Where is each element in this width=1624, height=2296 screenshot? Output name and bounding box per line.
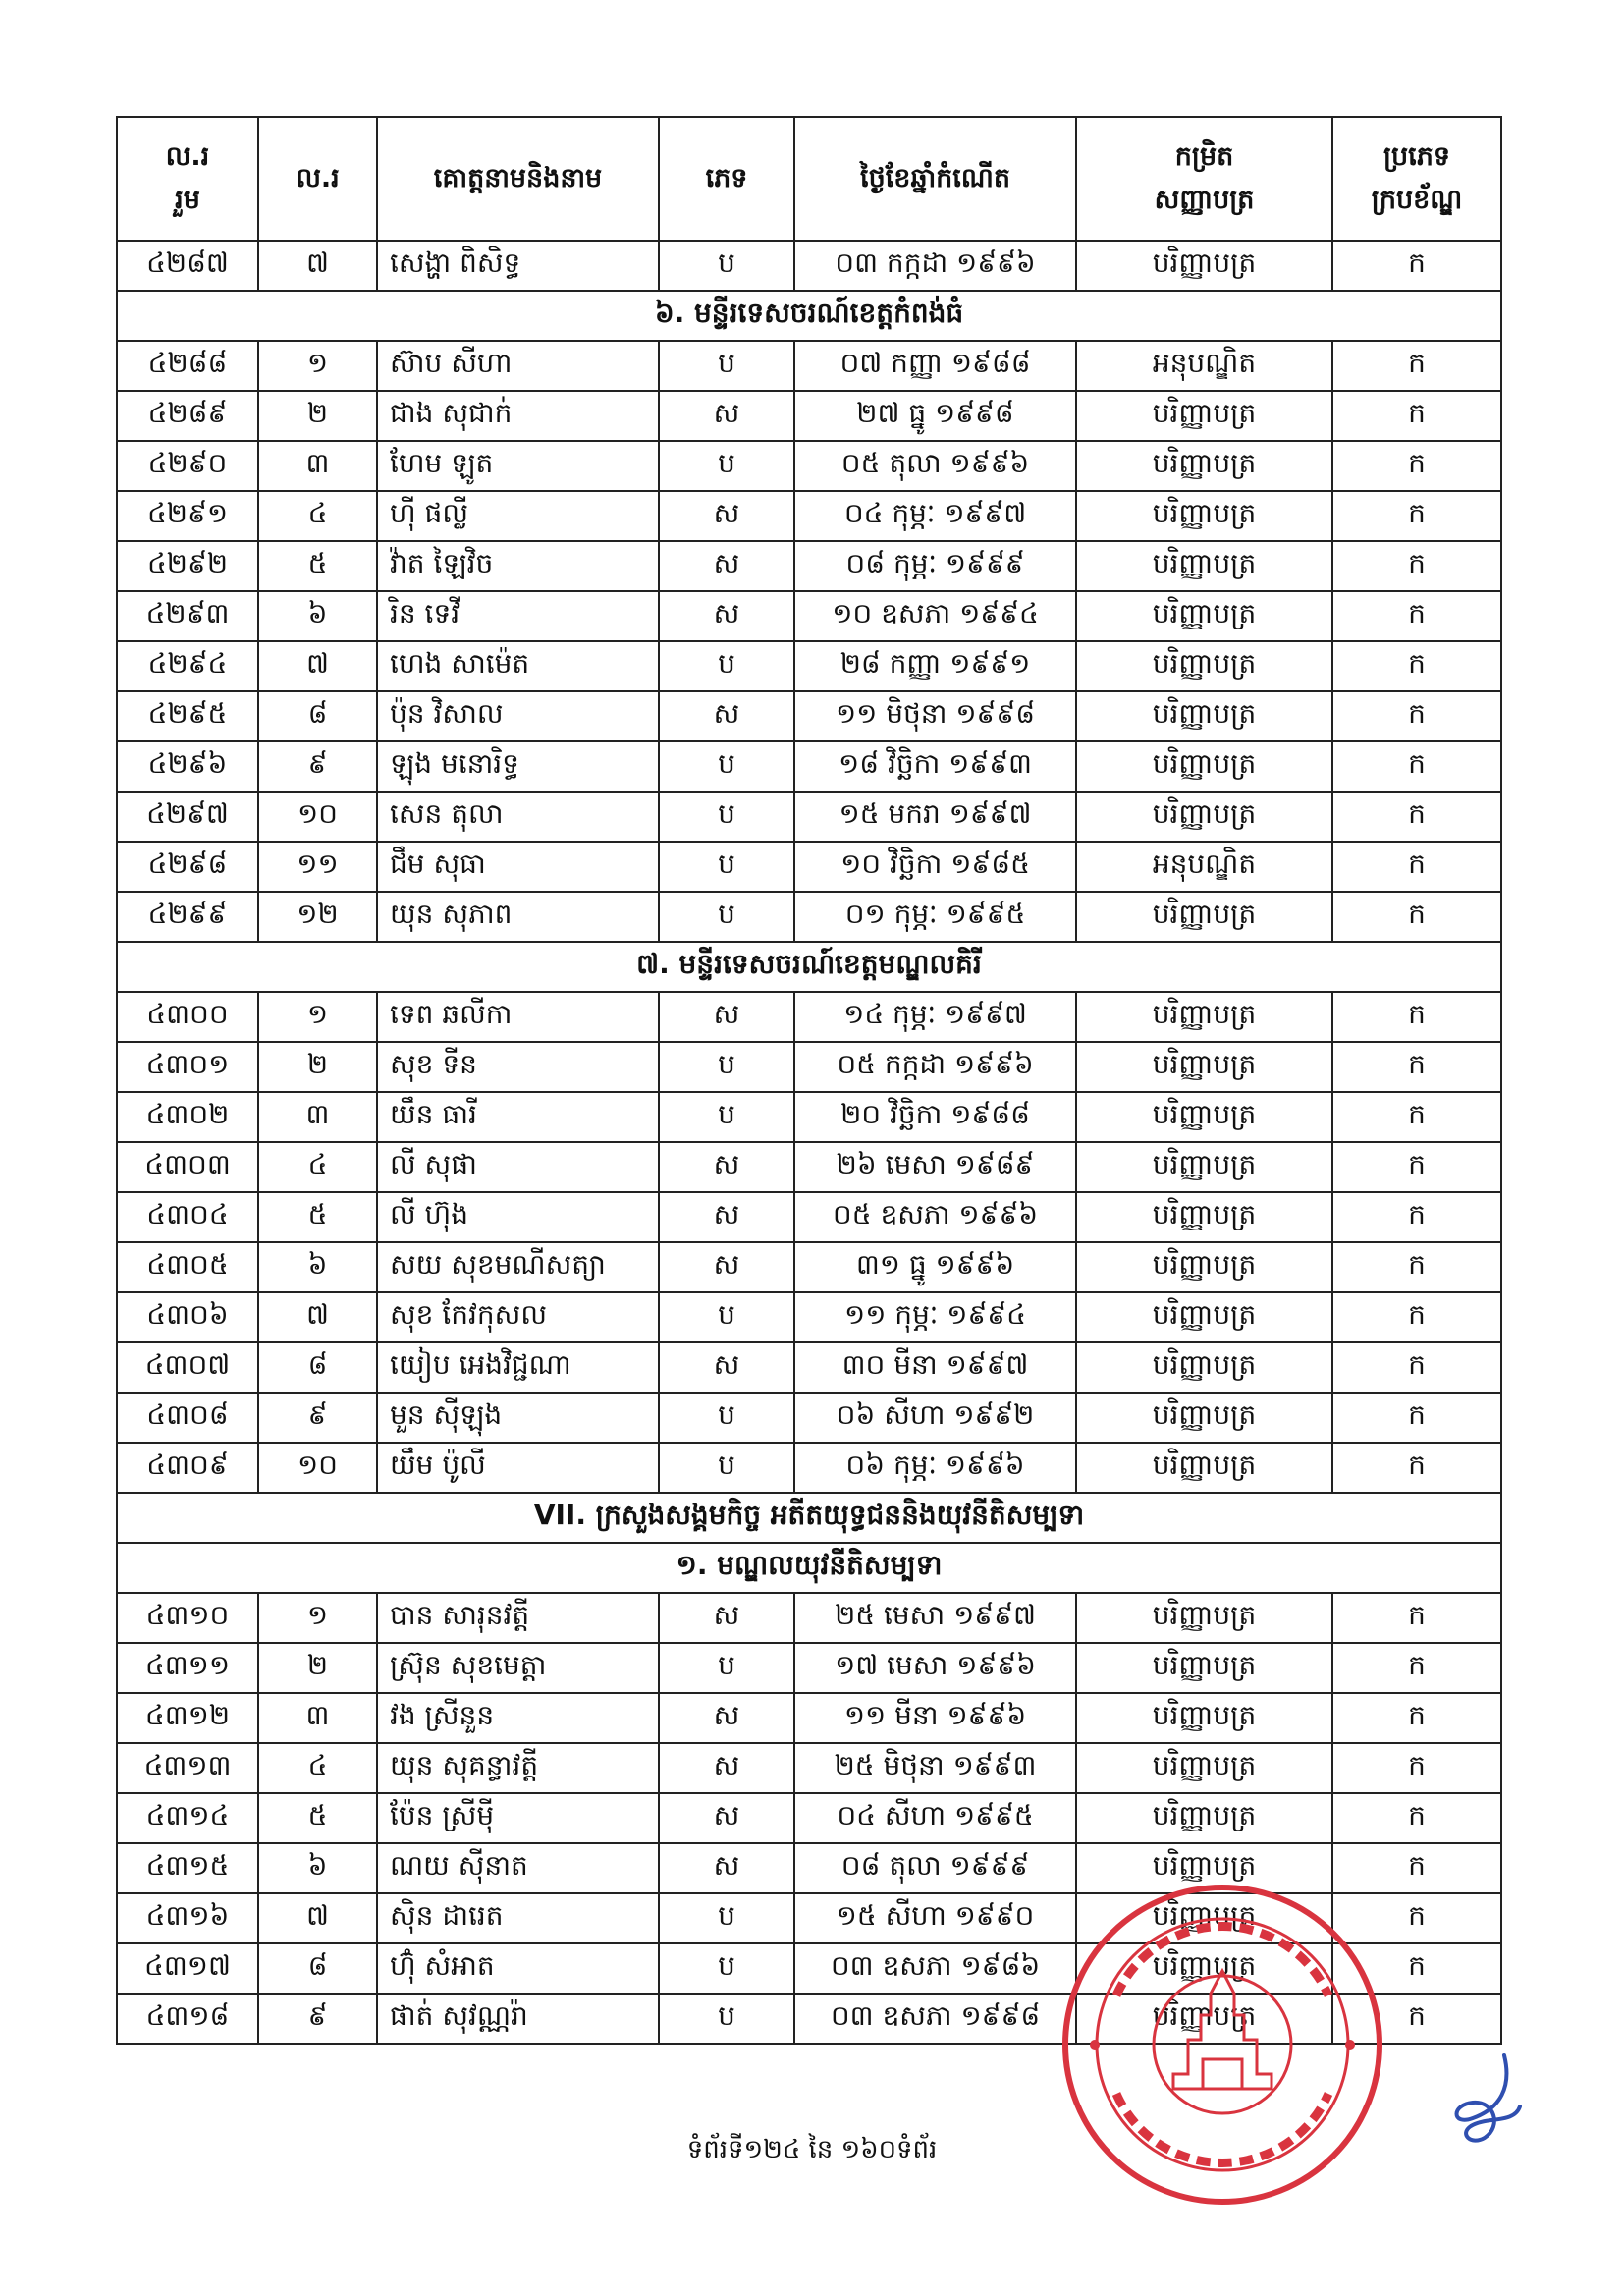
- cell-no: ៥: [258, 1192, 377, 1242]
- cell-total-no: ៤២៨៨: [117, 341, 258, 391]
- cell-no: ៣: [258, 441, 377, 491]
- cell-sex: ប: [659, 1943, 794, 1994]
- cell-date-of-birth: ១១ មិថុនា ១៩៩៨: [794, 691, 1076, 741]
- cell-framework-type: ក: [1332, 1342, 1501, 1393]
- cell-no: ៥: [258, 1793, 377, 1843]
- cell-sex: ស: [659, 1192, 794, 1242]
- table-row: [117, 491, 1501, 541]
- cell-full-name: ជឹម សុធា: [377, 842, 659, 892]
- header-framework-type: ប្រភេទ ក្របខ័ណ្ឌ: [1332, 117, 1501, 241]
- cell-no: ២: [258, 1643, 377, 1693]
- cell-degree-level: បរិញ្ញាបត្រ: [1076, 1342, 1332, 1393]
- cell-full-name: យៀប អេងវិជ្ជណា: [377, 1342, 659, 1393]
- cell-sex: ស: [659, 1242, 794, 1292]
- cell-total-no: ៤៣១៣: [117, 1743, 258, 1793]
- cell-total-no: ៤២៩៩: [117, 892, 258, 942]
- cell-degree-level: បរិញ្ញាបត្រ: [1076, 1042, 1332, 1092]
- table-row: [117, 391, 1501, 441]
- cell-degree-level: បរិញ្ញាបត្រ: [1076, 391, 1332, 441]
- cell-date-of-birth: ០៣ ឧសភា ១៩៨៦: [794, 1943, 1076, 1994]
- cell-date-of-birth: ២៥ មិថុនា ១៩៩៣: [794, 1743, 1076, 1793]
- table-row: [117, 641, 1501, 691]
- cell-full-name: ស៊ាប សីហា: [377, 341, 659, 391]
- cell-degree-level: បរិញ្ញាបត្រ: [1076, 1693, 1332, 1743]
- cell-full-name: យឹន ធារី: [377, 1092, 659, 1142]
- cell-total-no: ៤៣០៩: [117, 1443, 258, 1493]
- cell-no: ៩: [258, 1994, 377, 2044]
- section-title: ១. មណ្ឌលយុវនីតិសម្បទា: [117, 1543, 1501, 1593]
- cell-framework-type: ក: [1332, 1443, 1501, 1493]
- section-header-row: [117, 291, 1501, 341]
- cell-sex: ប: [659, 1292, 794, 1342]
- cell-sex: ស: [659, 1843, 794, 1893]
- cell-date-of-birth: ១៧ មេសា ១៩៩៦: [794, 1643, 1076, 1693]
- header-degree-level: កម្រិត សញ្ញាបត្រ: [1076, 117, 1332, 241]
- cell-no: ៧: [258, 1292, 377, 1342]
- cell-date-of-birth: ១៥ សីហា ១៩៩០: [794, 1893, 1076, 1943]
- cell-full-name: យុន សុគន្ធាវត្តី: [377, 1743, 659, 1793]
- cell-total-no: ៤៣០៧: [117, 1342, 258, 1393]
- cell-framework-type: ក: [1332, 1793, 1501, 1843]
- cell-degree-level: បរិញ្ញាបត្រ: [1076, 1142, 1332, 1192]
- cell-framework-type: ក: [1332, 491, 1501, 541]
- table-row: [117, 541, 1501, 591]
- cell-sex: ស: [659, 1743, 794, 1793]
- table-body: [117, 241, 1501, 2044]
- cell-sex: ស: [659, 491, 794, 541]
- cell-sex: ស: [659, 1142, 794, 1192]
- cell-full-name: យុន សុភាព: [377, 892, 659, 942]
- cell-sex: ប: [659, 1643, 794, 1693]
- cell-sex: ប: [659, 341, 794, 391]
- cell-total-no: ៤៣១៨: [117, 1994, 258, 2044]
- cell-date-of-birth: ២៥ មេសា ១៩៩៧: [794, 1593, 1076, 1643]
- cell-full-name: លី សុផា: [377, 1142, 659, 1192]
- cell-total-no: ៤៣១៧: [117, 1943, 258, 1994]
- cell-degree-level: បរិញ្ញាបត្រ: [1076, 541, 1332, 591]
- cell-degree-level: បរិញ្ញាបត្រ: [1076, 741, 1332, 792]
- cell-framework-type: ក: [1332, 1693, 1501, 1743]
- cell-date-of-birth: ០៥ កក្កដា ១៩៩៦: [794, 1042, 1076, 1092]
- cell-total-no: ៤២៩៤: [117, 641, 258, 691]
- cell-sex: ប: [659, 842, 794, 892]
- cell-full-name: ណយ ស៊ីនាត: [377, 1843, 659, 1893]
- cell-no: ៦: [258, 1242, 377, 1292]
- cell-total-no: ៤២៩៦: [117, 741, 258, 792]
- cell-full-name: ហ៊ុំ សំអាត: [377, 1943, 659, 1994]
- cell-date-of-birth: ២៨ កញ្ញា ១៩៩១: [794, 641, 1076, 691]
- cell-date-of-birth: ២៧ ធ្នូ ១៩៩៨: [794, 391, 1076, 441]
- cell-degree-level: បរិញ្ញាបត្រ: [1076, 1192, 1332, 1242]
- cell-degree-level: បរិញ្ញាបត្រ: [1076, 1893, 1332, 1943]
- cell-total-no: ៤២៨៩: [117, 391, 258, 441]
- cell-sex: ស: [659, 1593, 794, 1643]
- cell-date-of-birth: ១៤ កុម្ភៈ ១៩៩៧: [794, 992, 1076, 1042]
- cell-total-no: ៤៣១៥: [117, 1843, 258, 1893]
- table-row: [117, 1342, 1501, 1393]
- cell-date-of-birth: ១០ ឧសភា ១៩៩៤: [794, 591, 1076, 641]
- cell-no: ២: [258, 391, 377, 441]
- cell-sex: ស: [659, 391, 794, 441]
- cell-sex: ប: [659, 441, 794, 491]
- cell-framework-type: ក: [1332, 1142, 1501, 1192]
- cell-sex: ស: [659, 1793, 794, 1843]
- cell-total-no: ៤៣០៣: [117, 1142, 258, 1192]
- cell-no: ៨: [258, 1342, 377, 1393]
- cell-framework-type: ក: [1332, 1893, 1501, 1943]
- cell-degree-level: បរិញ្ញាបត្រ: [1076, 1843, 1332, 1893]
- cell-no: ៩: [258, 1393, 377, 1443]
- table-row: [117, 1192, 1501, 1242]
- cell-full-name: ទេព ឆលីកា: [377, 992, 659, 1042]
- table-row: [117, 1142, 1501, 1192]
- cell-degree-level: បរិញ្ញាបត្រ: [1076, 441, 1332, 491]
- cell-degree-level: បរិញ្ញាបត្រ: [1076, 1593, 1332, 1643]
- cell-no: ១១: [258, 842, 377, 892]
- cell-framework-type: ក: [1332, 741, 1501, 792]
- table-row: [117, 1643, 1501, 1693]
- cell-no: ១: [258, 1593, 377, 1643]
- header-full-name: គោត្តនាមនិងនាម: [377, 117, 659, 241]
- cell-framework-type: ក: [1332, 1042, 1501, 1092]
- cell-degree-level: បរិញ្ញាបត្រ: [1076, 1793, 1332, 1843]
- cell-framework-type: ក: [1332, 641, 1501, 691]
- cell-degree-level: បរិញ្ញាបត្រ: [1076, 641, 1332, 691]
- cell-date-of-birth: ១០ វិច្ឆិកា ១៩៨៥: [794, 842, 1076, 892]
- cell-full-name: ប៉ុន វិសាល: [377, 691, 659, 741]
- cell-sex: ប: [659, 1994, 794, 2044]
- section-header-row: [117, 942, 1501, 992]
- cell-framework-type: ក: [1332, 1242, 1501, 1292]
- table-row: [117, 1042, 1501, 1092]
- cell-degree-level: បរិញ្ញាបត្រ: [1076, 992, 1332, 1042]
- cell-date-of-birth: ០៤ កុម្ភៈ ១៩៩៧: [794, 491, 1076, 541]
- section-title: ៦. មន្ទីរទេសចរណ៍ខេត្តកំពង់ធំ: [117, 291, 1501, 341]
- cell-total-no: ៤២៩៣: [117, 591, 258, 641]
- cell-no: ៧: [258, 641, 377, 691]
- cell-degree-level: បរិញ្ញាបត្រ: [1076, 1994, 1332, 2044]
- cell-degree-level: បរិញ្ញាបត្រ: [1076, 1443, 1332, 1493]
- table-row: [117, 792, 1501, 842]
- cell-date-of-birth: ១១ កុម្ភៈ ១៩៩៤: [794, 1292, 1076, 1342]
- cell-full-name: ស្រ៊ុន សុខមេត្តា: [377, 1643, 659, 1693]
- table-row: [117, 591, 1501, 641]
- cell-date-of-birth: ៣០ មីនា ១៩៩៧: [794, 1342, 1076, 1393]
- cell-framework-type: ក: [1332, 1393, 1501, 1443]
- header-no: ល.រ: [258, 117, 377, 241]
- cell-total-no: ៤២៩១: [117, 491, 258, 541]
- cell-sex: ប: [659, 1042, 794, 1092]
- cell-full-name: ជាង សុជាក់: [377, 391, 659, 441]
- cell-sex: ប: [659, 1443, 794, 1493]
- cell-full-name: សេន តុលា: [377, 792, 659, 842]
- cell-framework-type: ក: [1332, 1292, 1501, 1342]
- cell-total-no: ៤២៩៧: [117, 792, 258, 842]
- table-row: [117, 441, 1501, 491]
- cell-date-of-birth: ០៣ កក្កដា ១៩៩៦: [794, 241, 1076, 291]
- cell-framework-type: ក: [1332, 1994, 1501, 2044]
- cell-degree-level: បរិញ្ញាបត្រ: [1076, 1943, 1332, 1994]
- cell-degree-level: បរិញ្ញាបត្រ: [1076, 892, 1332, 942]
- cell-framework-type: ក: [1332, 1943, 1501, 1994]
- cell-degree-level: អនុបណ្ឌិត: [1076, 842, 1332, 892]
- cell-framework-type: ក: [1332, 591, 1501, 641]
- cell-date-of-birth: ០១ កុម្ភៈ ១៩៩៥: [794, 892, 1076, 942]
- header-sex: ភេទ: [659, 117, 794, 241]
- cell-date-of-birth: ២០ វិច្ឆិកា ១៩៨៨: [794, 1092, 1076, 1142]
- cell-no: ៩: [258, 741, 377, 792]
- cell-sex: ស: [659, 1693, 794, 1743]
- cell-sex: ប: [659, 641, 794, 691]
- cell-no: ១០: [258, 1443, 377, 1493]
- cell-total-no: ៤២៩២: [117, 541, 258, 591]
- cell-no: ៤: [258, 1743, 377, 1793]
- cell-full-name: ហែម ឡូត: [377, 441, 659, 491]
- cell-framework-type: ក: [1332, 441, 1501, 491]
- cell-no: ៤: [258, 1142, 377, 1192]
- cell-degree-level: បរិញ្ញាបត្រ: [1076, 1393, 1332, 1443]
- cell-date-of-birth: ០៧ កញ្ញា ១៩៨៨: [794, 341, 1076, 391]
- table-row: [117, 1743, 1501, 1793]
- cell-full-name: ស៊ិន ដារេត: [377, 1893, 659, 1943]
- cell-date-of-birth: ៣១ ធ្នូ ១៩៩៦: [794, 1242, 1076, 1292]
- cell-degree-level: អនុបណ្ឌិត: [1076, 341, 1332, 391]
- cell-framework-type: ក: [1332, 842, 1501, 892]
- cell-no: ៦: [258, 591, 377, 641]
- cell-full-name: ហេង សាម៉េត: [377, 641, 659, 691]
- cell-no: ៣: [258, 1693, 377, 1743]
- cell-framework-type: ក: [1332, 992, 1501, 1042]
- cell-full-name: វង ស្រីនួន: [377, 1693, 659, 1743]
- cell-full-name: មួន ស៊ីឡុង: [377, 1393, 659, 1443]
- section-header-row: [117, 1493, 1501, 1543]
- cell-no: ៧: [258, 241, 377, 291]
- cell-total-no: ៤៣០១: [117, 1042, 258, 1092]
- table-row: [117, 1693, 1501, 1743]
- cell-framework-type: ក: [1332, 1092, 1501, 1142]
- cell-total-no: ៤៣០៨: [117, 1393, 258, 1443]
- cell-total-no: ៤៣០៤: [117, 1192, 258, 1242]
- cell-full-name: វ៉ាត ឡៃវិច: [377, 541, 659, 591]
- table-row: [117, 341, 1501, 391]
- cell-date-of-birth: ១១ មីនា ១៩៩៦: [794, 1693, 1076, 1743]
- cell-framework-type: ក: [1332, 1192, 1501, 1242]
- cell-date-of-birth: ០៨ កុម្ភៈ ១៩៩៩: [794, 541, 1076, 591]
- cell-sex: ប: [659, 892, 794, 942]
- cell-degree-level: បរិញ្ញាបត្រ: [1076, 591, 1332, 641]
- cell-sex: ស: [659, 541, 794, 591]
- cell-date-of-birth: ០៦ កុម្ភៈ ១៩៩៦: [794, 1443, 1076, 1493]
- cell-no: ១០: [258, 792, 377, 842]
- cell-degree-level: បរិញ្ញាបត្រ: [1076, 1743, 1332, 1793]
- cell-full-name: ផាត់ សុវណ្ណរ៉ា: [377, 1994, 659, 2044]
- cell-no: ២: [258, 1042, 377, 1092]
- cell-full-name: រិន ទេវី: [377, 591, 659, 641]
- cell-full-name: យឹម ប៉ូលី: [377, 1443, 659, 1493]
- section-title: ៧. មន្ទីរទេសចរណ៍ខេត្តមណ្ឌលគិរី: [117, 942, 1501, 992]
- cell-full-name: សុខ ទីន: [377, 1042, 659, 1092]
- cell-total-no: ៤២៩៥: [117, 691, 258, 741]
- cell-total-no: ៤៣១៦: [117, 1893, 258, 1943]
- cell-degree-level: បរិញ្ញាបត្រ: [1076, 1643, 1332, 1693]
- table-row: [117, 892, 1501, 942]
- table-row: [117, 992, 1501, 1042]
- cell-framework-type: ក: [1332, 691, 1501, 741]
- cell-framework-type: ក: [1332, 892, 1501, 942]
- cell-no: ៨: [258, 691, 377, 741]
- cell-no: ១: [258, 992, 377, 1042]
- cell-full-name: សយ សុខមណីសត្យា: [377, 1242, 659, 1292]
- cell-total-no: ៤៣០០: [117, 992, 258, 1042]
- table-row: [117, 1242, 1501, 1292]
- cell-framework-type: ក: [1332, 341, 1501, 391]
- cell-total-no: ៤៣១០: [117, 1593, 258, 1643]
- cell-degree-level: បរិញ្ញាបត្រ: [1076, 241, 1332, 291]
- cell-sex: ស: [659, 992, 794, 1042]
- cell-framework-type: ក: [1332, 391, 1501, 441]
- cell-sex: ប: [659, 1893, 794, 1943]
- cell-full-name: ហ៊ី ផល្លី: [377, 491, 659, 541]
- table-row: [117, 691, 1501, 741]
- cell-total-no: ៤៣០២: [117, 1092, 258, 1142]
- cell-no: ៣: [258, 1092, 377, 1142]
- cell-total-no: ៤៣១២: [117, 1693, 258, 1743]
- cell-framework-type: ក: [1332, 541, 1501, 591]
- cell-sex: ប: [659, 792, 794, 842]
- section-title: VII. ក្រសួងសង្គមកិច្ច អតីតយុទ្ធជននិងយុវនីតិសម្បទា: [117, 1493, 1501, 1543]
- cell-no: ៦: [258, 1843, 377, 1893]
- cell-date-of-birth: ២៦ មេសា ១៩៨៩: [794, 1142, 1076, 1192]
- table-header-row: [117, 117, 1501, 241]
- cell-degree-level: បរិញ្ញាបត្រ: [1076, 691, 1332, 741]
- cell-total-no: ៤២៩០: [117, 441, 258, 491]
- cell-framework-type: ក: [1332, 241, 1501, 291]
- cell-framework-type: ក: [1332, 1843, 1501, 1893]
- header-date-of-birth: ថ្ងៃខែឆ្នាំកំណើត: [794, 117, 1076, 241]
- cell-date-of-birth: ០៥ តុលា ១៩៩៦: [794, 441, 1076, 491]
- cell-total-no: ៤៣០៥: [117, 1242, 258, 1292]
- cell-full-name: ឡុង មនោរិទ្ធ: [377, 741, 659, 792]
- cell-date-of-birth: ០៥ ឧសភា ១៩៩៦: [794, 1192, 1076, 1242]
- cell-date-of-birth: ០៦ សីហា ១៩៩២: [794, 1393, 1076, 1443]
- cell-total-no: ៤៣១៤: [117, 1793, 258, 1843]
- cell-degree-level: បរិញ្ញាបត្រ: [1076, 491, 1332, 541]
- personnel-table: [116, 116, 1502, 2045]
- cell-sex: ស: [659, 1342, 794, 1393]
- cell-no: ៥: [258, 541, 377, 591]
- table-row: [117, 1292, 1501, 1342]
- cell-sex: ប: [659, 1092, 794, 1142]
- cell-degree-level: បរិញ្ញាបត្រ: [1076, 792, 1332, 842]
- cell-date-of-birth: ១៨ វិច្ឆិកា ១៩៩៣: [794, 741, 1076, 792]
- cell-framework-type: ក: [1332, 792, 1501, 842]
- cell-framework-type: ក: [1332, 1643, 1501, 1693]
- cell-sex: ប: [659, 741, 794, 792]
- cell-date-of-birth: ០៨ តុលា ១៩៩៩: [794, 1843, 1076, 1893]
- table-row: [117, 1393, 1501, 1443]
- cell-sex: ស: [659, 591, 794, 641]
- cell-sex: ប: [659, 241, 794, 291]
- cell-sex: ស: [659, 691, 794, 741]
- cell-full-name: លី ហ៊ុង: [377, 1192, 659, 1242]
- table-row: [117, 1593, 1501, 1643]
- table-row: [117, 1443, 1501, 1493]
- cell-framework-type: ក: [1332, 1743, 1501, 1793]
- cell-date-of-birth: ០៣ ឧសភា ១៩៩៨: [794, 1994, 1076, 2044]
- table-row: [117, 741, 1501, 792]
- section-header-row: [117, 1543, 1501, 1593]
- cell-framework-type: ក: [1332, 1593, 1501, 1643]
- cell-degree-level: បរិញ្ញាបត្រ: [1076, 1092, 1332, 1142]
- cell-full-name: ប៉ែន ស្រីម៉ី: [377, 1793, 659, 1843]
- cell-degree-level: បរិញ្ញាបត្រ: [1076, 1242, 1332, 1292]
- cell-full-name: សុខ កែវកុសល: [377, 1292, 659, 1342]
- cell-no: ១២: [258, 892, 377, 942]
- cell-date-of-birth: ០៤ សីហា ១៩៩៥: [794, 1793, 1076, 1843]
- table-row: [117, 842, 1501, 892]
- cell-no: ៨: [258, 1943, 377, 1994]
- table-row: [117, 1092, 1501, 1142]
- cell-date-of-birth: ១៥ មករា ១៩៩៧: [794, 792, 1076, 842]
- cell-degree-level: បរិញ្ញាបត្រ: [1076, 1292, 1332, 1342]
- cell-full-name: បាន សារុនវត្តី: [377, 1593, 659, 1643]
- cell-no: ៧: [258, 1893, 377, 1943]
- page-footer: ទំព័រទី១២៤ នៃ ១៦០ទំព័រ: [686, 2135, 938, 2164]
- cell-full-name: សេង្ហា ពិសិទ្ធ: [377, 241, 659, 291]
- cell-total-no: ៤៣០៦: [117, 1292, 258, 1342]
- cell-total-no: ៤៣១១: [117, 1643, 258, 1693]
- cell-total-no: ៤២៩៨: [117, 842, 258, 892]
- cell-sex: ប: [659, 1393, 794, 1443]
- table-row: [117, 1793, 1501, 1843]
- header-total-no: ល.រ រួម: [117, 117, 258, 241]
- cell-total-no: ៤២៨៧: [117, 241, 258, 291]
- cell-no: ៤: [258, 491, 377, 541]
- cell-no: ១: [258, 341, 377, 391]
- table-row: [117, 241, 1501, 291]
